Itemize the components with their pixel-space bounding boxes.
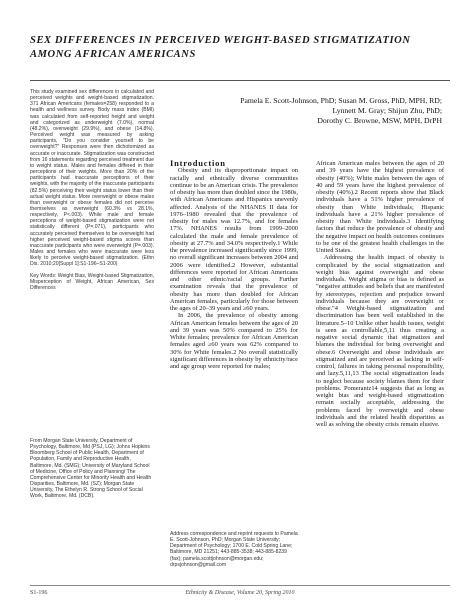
body-paragraph: African American males between the ages of 20 and 39 years have the highest prevalence of obesity (40%); White males between the ages of 40 and 59 years have the highest prevalence of obesity (40%).2 Recent reports show that Black individuals have a 51% higher prevalence of obesity than White individuals; Hispanic individuals have a 21% higher prevalence of obesity than White individuals.3 Identifying factors that reduce the prevalence of obesity and the negative impact on health outcomes continues to be one of the greatest health challenges in the United States. bbox=[316, 160, 444, 254]
author-line-2: Lynnett M. Gray; Shijun Zhu, PhD; bbox=[332, 106, 442, 115]
section-heading-introduction: Introduction bbox=[170, 158, 226, 168]
abstract-text: This study examined sex differences in calculated and perceived weights and weight-based stigmatization. 371 African Americans (females=258) responded to a health and wellness survey. Body mass index (BMI) was calculated from self-reported height and weight and categorized as underweight (7.0%), normal (48.2%), overweight (29.9%), and obese (14.8%). Perceived weight was measured by asking participants, "Do you consider yourself to be overweight?" Responses were then dichotomized as accurate or inaccurate. Stigmatization was constructed from 16 statements regarding perceived treatment due to weight status. Males and females differed in their perceptions of their weights. More than 20% of the participants had inaccurate perceptions of their weights, with the majority of the inaccurate participants (82.5%) perceiving their weight status lower than their actual weight status. More overweight or obese males than overweight or obese females did not perceive themselves as overweight (60.3% vs 28.1%, respectively, P<.003). While male and female perceptions of weight-based stigmatization were not statistically different (P=.071), participants who accurately perceived themselves to be overweight had higher perceived weight-based stigma scores than inaccurate participants who were overweight (P=.003). Males and females who were inaccurate were less likely to perceive weight-based stigmatization. (Ethn Dis. 2010;20[Suppl 1]:S1-196–S1-200) bbox=[30, 89, 154, 268]
author-affiliations: From Morgan State University, Department of Psychology, Baltimore, Md (PSJ, LG); Johns Hopkins Bloomberg School of Public Health, Department of Population, Family and Reproductive Health, Baltimore, Md. (SMG); University of Maryland School of Medicine, Office of Policy and Planning/ The Comprehensive Center for Minority Health and Health Disparities, Baltimore, Md. (SZ); Morgan State University, The Ethelyn R. Strong School of Social Work, Baltimore, Md. (DCB). bbox=[30, 438, 152, 500]
page-number: S1-196 bbox=[30, 590, 48, 596]
abstract bbox=[30, 89, 154, 291]
author-line-3: Dorothy C. Browne, MSW, MPH, DrPH bbox=[317, 116, 442, 125]
article-title: SEX DIFFERENCES IN PERCEIVED WEIGHT-BASED STIGMATIZATION AMONG AFRICAN AMERICANS bbox=[30, 35, 411, 60]
body-paragraph: Addressing the health impact of obesity is complicated by the social stigmatization and weight bias against overweight and obese individuals. Weight stigma or bias is defined as "negative attitudes and beliefs that are manifested by stereotypes, rejection and prejudice toward individuals because they are overweight or obese."4 Weight-based stigmatization and discrimination has been well established in the literature.5–10 Unlike other health issues, weight is seen as controllable,5,11 thus creating a negative social dynamic that stigmatizes and blames the individual for being overweight and obese.6 Overweight and obese individuals are stigmatized and are perceived as lacking in self-control, failures in taking personal responsibility, and lazy.5,11,13 The social stigmatization leads to neglect because society blames them for their problems. Pomerantz14 suggests that as long as weight bias and weight-based stigmatization remain socially acceptable, addressing the problems faced by overweight and obese individuals and the related health disparities as well as solving the obesity crisis remain elusive. bbox=[316, 254, 444, 428]
author-block bbox=[152, 96, 442, 126]
body-paragraph: In 2006, the prevalence of obesity among African American females between the ages of 20 and 39 years was 50% compared to 25% for White females; prevalence for African American females aged ≥60 years was 62% compared to 30% for White females.2 No overall statistically significant differences in obesity by ethnicity/race and age group were reported for males; bbox=[170, 312, 298, 370]
body-paragraph: Obesity and its disproportionate impact on racially and ethnically diverse communities continue to be an American crisis. The prevalence of obesity has more than doubled since the 1980s, with African Americans and Hispanics unevenly affected. Analysis of the NHANES II data for 1976–1980 revealed that the prevalence of obesity for males was 12.7%, and for females 17%. NHANES results from 1999–2000 calculated the male and female prevalence of obesity at 27.7% and 34.0% respectively.1 While the prevalence increased significantly since 1999, no overall significant increases between 2004 and 2006 were identified.2 However, substantial differences were reported for African Americans and other ethnic/racial groups. Further examination reveals that the prevalence of obesity has more than doubled for African American females, particularly for those between the ages of 20–39 years and ≥60 years. bbox=[170, 167, 298, 312]
correspondence-note: Address correspondence and reprint requests to Pamela E. Scott-Johnson, PhD; Morgan State University; Department of Psychology; 1700 E. Cold Spring Lane; Baltimore, MD 21251; 443-885-3538; 443-885-8239 (fax); pamela.scottjohnson@morgan.edu; drpsjohnson@gmail.com bbox=[170, 531, 298, 568]
journal-citation: Ethnicity & Disease, Volume 20, Spring 2010 bbox=[185, 590, 295, 596]
body-column-left bbox=[170, 160, 298, 370]
body-column-right bbox=[316, 160, 444, 428]
author-line-1: Pamela E. Scott-Johnson, PhD; Susan M. Gross, PhD, MPH, RD; bbox=[240, 96, 442, 105]
keywords: Key Words: Weight Bias, Weight-based Stigmatization, Misperception of Weight, African American, Sex Differences bbox=[30, 272, 154, 291]
footer-divider bbox=[30, 585, 450, 586]
title-divider bbox=[30, 80, 450, 81]
